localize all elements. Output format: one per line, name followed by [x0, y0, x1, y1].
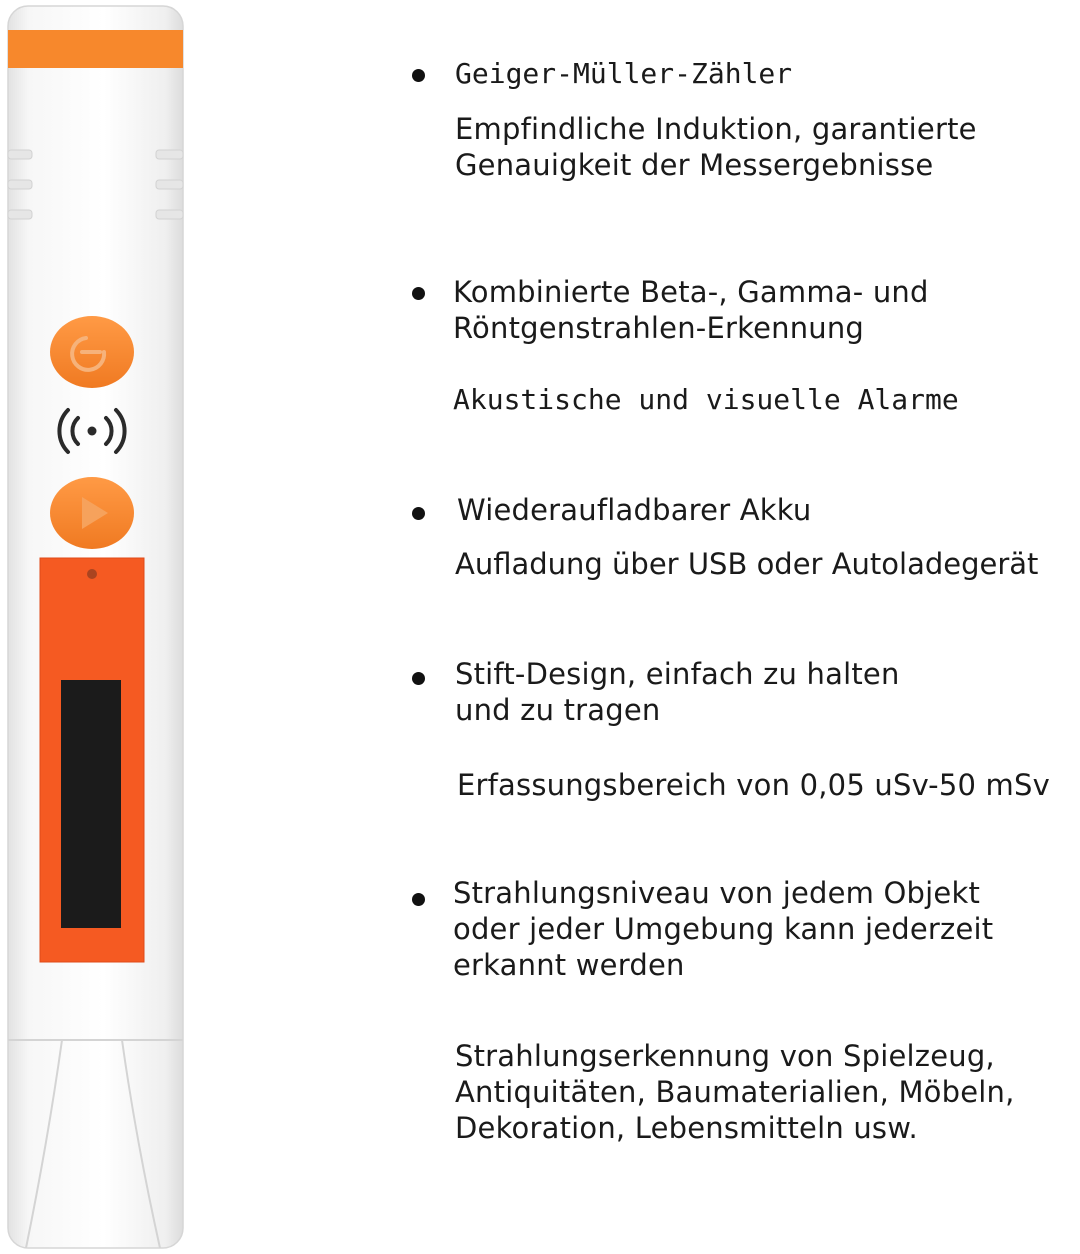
feature-5-line-3: erkannt werden [453, 948, 685, 982]
bullet-5 [412, 893, 425, 906]
feature-1-title: Geiger-Müller-Zähler [455, 57, 793, 90]
feature-4-line-2: und zu tragen [455, 693, 661, 727]
feature-1-line-2: Genauigkeit der Messergebnisse [455, 148, 934, 182]
feature-5-line-1: Strahlungsniveau von jedem Objekt [453, 876, 981, 910]
feature-5-sub-2: Antiquitäten, Baumaterialien, Möbeln, [455, 1075, 1015, 1109]
feature-5-line-2: oder jeder Umgebung kann jederzeit [453, 912, 994, 946]
bullet-4 [412, 672, 425, 685]
feature-1-line-1: Empfindliche Induktion, garantierte [455, 112, 977, 146]
feature-3-title: Wiederaufladbarer Akku [457, 493, 812, 527]
bullet-1 [412, 69, 425, 82]
feature-4-sub: Erfassungsbereich von 0,05 uSv-50 mSv [457, 768, 1050, 802]
feature-5-sub-3: Dekoration, Lebensmitteln usw. [455, 1111, 918, 1145]
feature-3-sub: Aufladung über USB oder Autoladegerät [455, 547, 1039, 581]
bullet-2 [412, 287, 425, 300]
feature-2-sub: Akustische und visuelle Alarme [453, 383, 959, 416]
feature-5-sub-1: Strahlungserkennung von Spielzeug, [455, 1039, 995, 1073]
feature-4-line-1: Stift-Design, einfach zu halten [455, 657, 900, 691]
feature-2-line-1: Kombinierte Beta-, Gamma- und [453, 275, 929, 309]
feature-2-line-2: Röntgenstrahlen-Erkennung [453, 311, 865, 345]
bullet-3 [412, 507, 425, 520]
